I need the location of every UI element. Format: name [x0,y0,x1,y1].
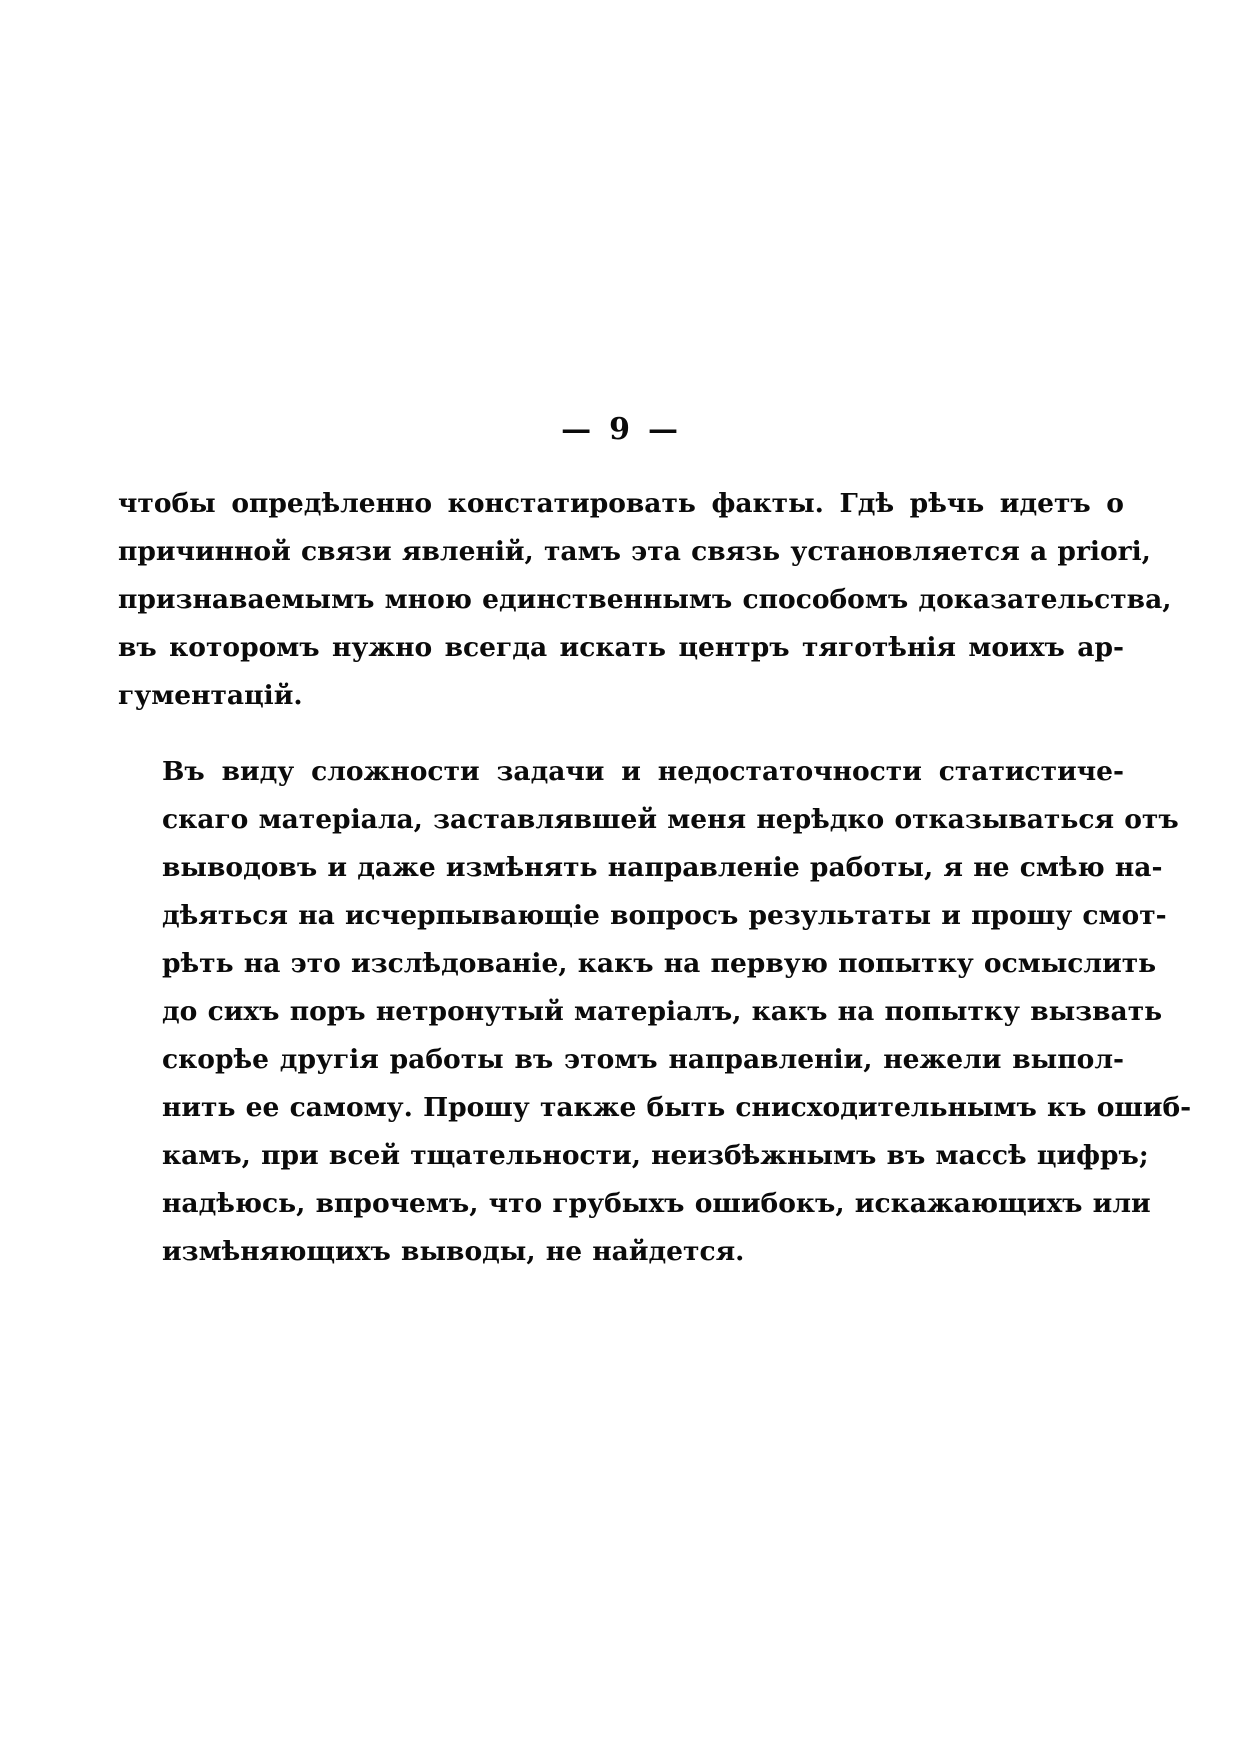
header-dash-right: — [647,412,680,447]
text-line: выводовъ и даже измѣнять направленіе работы, я не смѣю на- [162,852,1163,883]
text-line: до сихъ поръ нетронутый матеріалъ, какъ на попытку вызвать [162,996,1163,1027]
text-line: дѣяться на исчерпывающіе вопросъ результаты и прошу смот- [162,900,1167,931]
paragraph-1 [118,480,1172,720]
text-line: Въ виду сложности задачи и недостаточности статистиче- [162,756,1124,787]
header-dash-left: — [561,412,594,447]
text-line: надѣюсь, впрочемъ, что грубыхъ ошибокъ, искажающихъ или [162,1188,1151,1219]
text-line: нить ее самому. Прошу также быть снисходительнымъ къ ошиб- [162,1092,1192,1123]
text-line: скаго матеріала, заставлявшей меня нерѣдко отказываться отъ [162,804,1179,835]
text-line: рѣть на это изслѣдованіе, какъ на первую попытку осмыслить [162,948,1157,979]
text-line: измѣняющихъ выводы, не найдется. [162,1236,745,1267]
text-line: скорѣе другія работы въ этомъ направленіи, нежели выпол- [162,1044,1124,1075]
text-line: гументацій. [118,680,303,711]
page-number: 9 [609,412,632,447]
text-line: въ которомъ нужно всегда искать центръ тяготѣнія моихъ ар- [118,632,1124,663]
text-line: причинной связи явленій, тамъ эта связь установляется a priori, [118,536,1151,567]
text-line: чтобы опредѣленно констатировать факты. Гдѣ рѣчь идетъ о [118,488,1124,519]
paragraph-2 [118,748,1192,1276]
page-header [0,412,1241,447]
text-line: камъ, при всей тщательности, неизбѣжнымъ въ массѣ цифръ; [162,1140,1149,1171]
text-line: признаваемымъ мною единственнымъ способомъ доказательства, [118,584,1172,615]
body-text [118,480,1192,1276]
